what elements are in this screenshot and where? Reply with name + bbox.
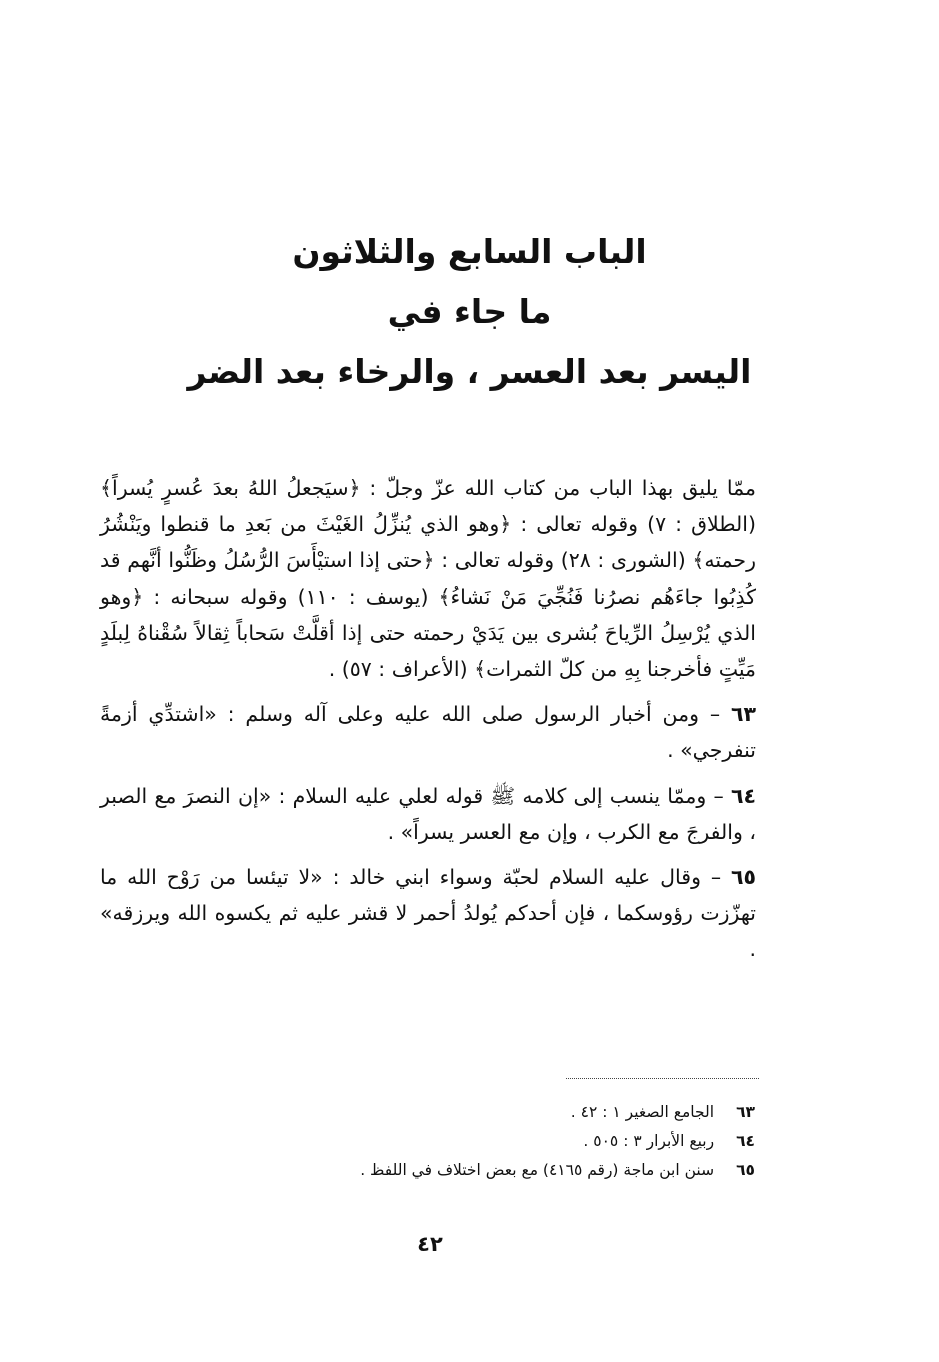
footnote-65 bbox=[250, 1156, 755, 1185]
footnote-text: الجامع الصغير ١ : ٤٢ . bbox=[570, 1103, 715, 1121]
footnote-63 bbox=[250, 1098, 755, 1127]
paragraph-65 bbox=[100, 859, 756, 968]
chapter-subtitle-intro: ما جاء في bbox=[387, 292, 552, 331]
paragraph-number: ٦٣ bbox=[730, 702, 756, 727]
paragraph-text: – وممّا ينسب إلى كلامه ﷺ قوله لعلي عليه السلام : «إن النصرَ مع الصبر ، والفرجَ مع الكرب ، وإن مع العسر يسراً» . bbox=[100, 783, 756, 844]
footnotes bbox=[250, 1098, 755, 1185]
paragraph-number: ٦٥ bbox=[730, 865, 756, 890]
footnote-divider bbox=[566, 1078, 759, 1079]
main-text bbox=[100, 470, 756, 977]
paragraph-text: – وقال عليه السلام لحبّة وسواء ابني خالد : «لا تيئسا من رَوْح الله ما تهزّزت رؤوسكما ، فإن أحدكم يُولدُ أحمر لا قشر عليه ثم يكسوه الله ويرزقه» . bbox=[100, 865, 756, 962]
intro-paragraph: ممّا يليق بهذا الباب من كتاب الله عزّ وجلّ : ﴿سيَجعلُ اللهُ بعدَ عُسرٍ يُسراً﴾ (الطلاق : ٧) وقوله تعالى : ﴿وهو الذي يُنزِّلُ الغَيْثَ من بَعدِ ما قنطوا ويَنْشُرُ رحمته﴾ (الشورى : ٢٨) وقوله تعالى : ﴿حتى إذا استيْأَسَ الرُّسُلُ وظَنُّوا أنَّهم قد كُذِبُوا جاءَهُم نصرُنا فَنُجِّيَ مَنْ نَشاءُ﴾ (يوسف : ١١٠) وقوله سبحانه : ﴿وهو الذي يُرْسِلُ الرِّياحَ بُشرى بين يَدَيْ رحمته حتى إذا أقلَّتْ سَحاباً ثِقالاً سُقْناهُ لِبلَدٍ مَيِّتٍ فأخرجنا بِهِ من كلّ الثمرات﴾ (الأعراف : ٥٧) . bbox=[100, 476, 756, 682]
paragraph-64 bbox=[100, 778, 756, 850]
footnote-64 bbox=[250, 1127, 755, 1156]
footnote-number: ٦٤ bbox=[736, 1132, 755, 1150]
chapter-title: الباب السابع والثلاثون bbox=[292, 232, 647, 271]
paragraph-text: – ومن أخبار الرسول صلى الله عليه وعلى آله وسلم : «اشتدِّي أزمةً تنفرجي» . bbox=[100, 702, 756, 763]
page-number: ٤٢ bbox=[417, 1232, 443, 1256]
paragraph-number: ٦٤ bbox=[730, 783, 756, 808]
footnote-number: ٦٥ bbox=[736, 1161, 755, 1179]
paragraph-63 bbox=[100, 696, 756, 768]
footnote-text: سنن ابن ماجة (رقم ٤١٦٥) مع بعض اختلاف في اللفظ . bbox=[360, 1161, 715, 1179]
footnote-text: ربيع الأبرار ٣ : ٥٠٥ . bbox=[583, 1132, 715, 1150]
chapter-subtitle: اليسر بعد العسر ، والرخاء بعد الضر bbox=[187, 352, 752, 391]
footnote-number: ٦٣ bbox=[736, 1103, 755, 1121]
chapter-heading bbox=[90, 222, 849, 402]
